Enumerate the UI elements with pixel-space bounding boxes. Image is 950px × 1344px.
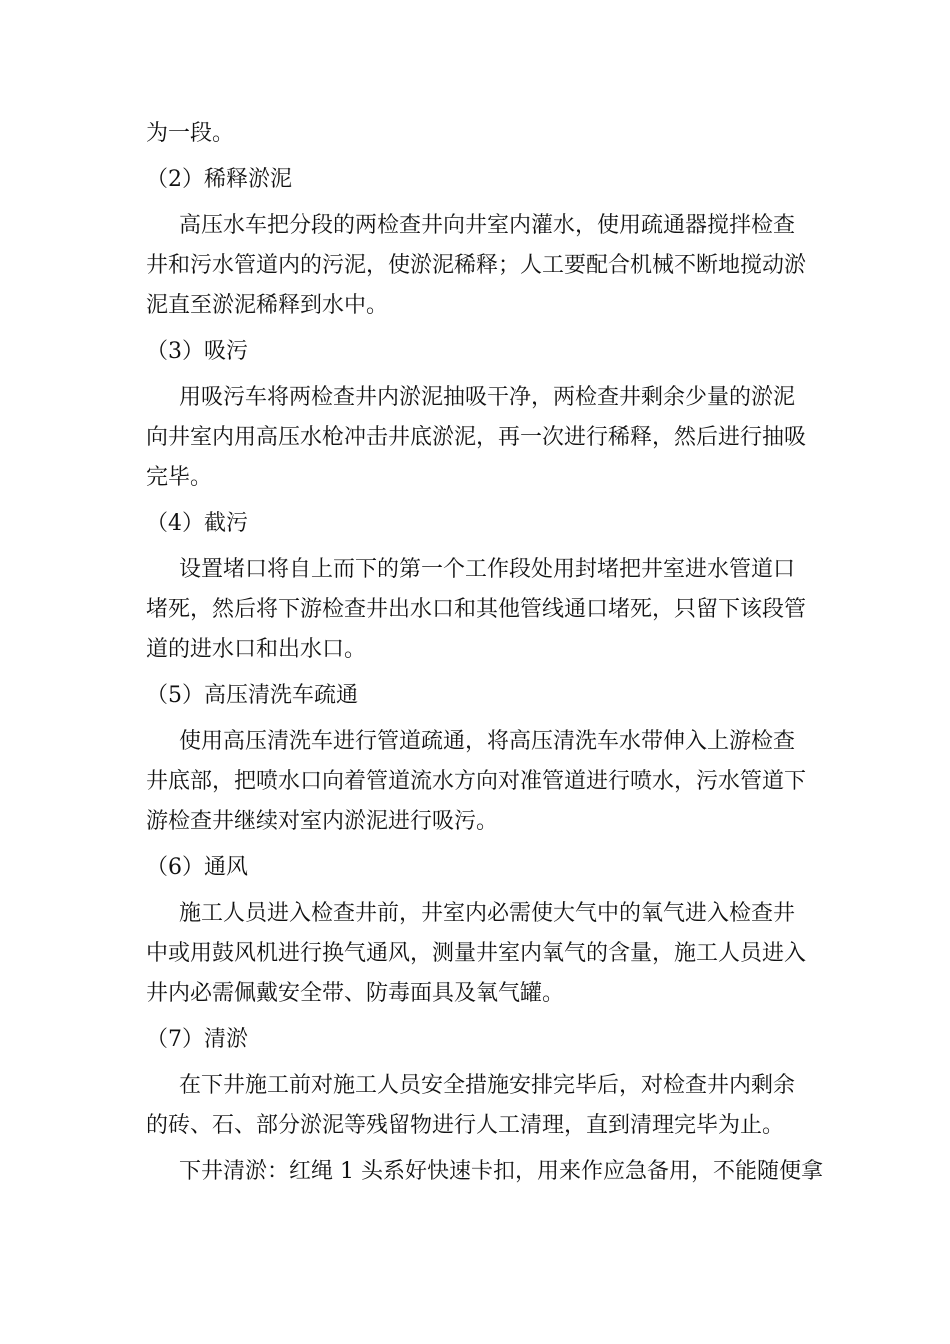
paragraph-line: 堵死，然后将下游检查井出水口和其他管线通口堵死，只留下该段管 — [146, 597, 807, 622]
paragraph-line: 下井清淤：红绳 1 头系好快速卡扣，用来作应急备用，不能随便拿 — [179, 1159, 823, 1184]
paragraph — [146, 724, 814, 840]
continued-text — [146, 116, 814, 152]
paragraph — [146, 896, 814, 1012]
paragraph — [146, 552, 814, 668]
section-heading — [146, 162, 814, 198]
paragraph-line: 道的进水口和出水口。 — [146, 637, 367, 662]
section-heading-text: （3）吸污 — [146, 339, 248, 364]
paragraph — [146, 380, 814, 496]
paragraph-line: 完毕。 — [146, 465, 213, 490]
paragraph — [146, 1068, 814, 1144]
paragraph-line: 使用高压清洗车进行管道疏通，将高压清洗车水带伸入上游检查 — [179, 729, 796, 754]
section-heading-text: （7）清淤 — [146, 1027, 248, 1052]
paragraph-line: 高压水车把分段的两检查井向井室内灌水，使用疏通器搅拌检查 — [179, 213, 796, 238]
section-heading-text: （4）截污 — [146, 511, 248, 536]
paragraph-line: 施工人员进入检查井前，井室内必需使大气中的氧气进入检查井 — [179, 901, 796, 926]
paragraph-line: 井底部，把喷水口向着管道流水方向对准管道进行喷水，污水管道下 — [146, 769, 807, 794]
paragraph-line: 中或用鼓风机进行换气通风，测量井室内氧气的含量，施工人员进入 — [146, 941, 807, 966]
paragraph-line: 泥直至淤泥稀释到水中。 — [146, 293, 389, 318]
paragraph-line: 的砖、石、部分淤泥等残留物进行人工清理，直到清理完毕为止。 — [146, 1113, 785, 1138]
section-heading — [146, 506, 814, 542]
paragraph-line: 为一段。 — [146, 121, 235, 146]
paragraph-line: 向井室内用高压水枪冲击井底淤泥，再一次进行稀释，然后进行抽吸 — [146, 425, 807, 450]
paragraph-line: 游检查井继续对室内淤泥进行吸污。 — [146, 809, 499, 834]
paragraph-line: 井和污水管道内的污泥，使淤泥稀释；人工要配合机械不断地搅动淤 — [146, 253, 807, 278]
section-heading-text: （2）稀释淤泥 — [146, 167, 292, 192]
paragraph — [146, 208, 814, 324]
section-heading — [146, 334, 814, 370]
paragraph-line: 设置堵口将自上而下的第一个工作段处用封堵把井室进水管道口 — [179, 557, 796, 582]
document-body — [146, 116, 823, 1190]
section-heading-text: （5）高压清洗车疏通 — [146, 683, 358, 708]
section-heading — [146, 1022, 814, 1058]
paragraph-line: 用吸污车将两检查井内淤泥抽吸干净，两检查井剩余少量的淤泥 — [179, 385, 796, 410]
paragraph — [146, 1154, 823, 1190]
paragraph-line: 在下井施工前对施工人员安全措施安排完毕后，对检查井内剩余 — [179, 1073, 796, 1098]
section-heading — [146, 850, 814, 886]
section-heading-text: （6）通风 — [146, 855, 248, 880]
section-heading — [146, 678, 814, 714]
paragraph-line: 井内必需佩戴安全带、防毒面具及氧气罐。 — [146, 981, 565, 1006]
